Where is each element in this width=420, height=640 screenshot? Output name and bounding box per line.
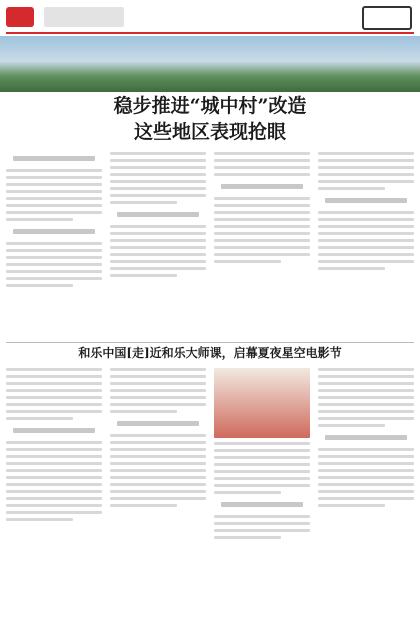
header-photo (0, 36, 420, 92)
section-divider (6, 342, 414, 343)
article-1-headline-line-1: 稳步推进“城中村”改造 (113, 95, 307, 117)
article-2-photo (214, 368, 310, 438)
article-2-column (318, 368, 414, 634)
section-badge (6, 7, 34, 27)
article-1-body (6, 152, 414, 338)
masthead (0, 0, 420, 34)
article-1-headline-line-2: 这些地区表现抢眼 (133, 121, 286, 143)
article-2-body (6, 368, 414, 634)
masthead-rule (6, 32, 414, 34)
article-1-column (214, 152, 310, 338)
article-1-column (6, 152, 102, 338)
article-1-column (318, 152, 414, 338)
paper-logo (362, 6, 412, 30)
article-1-column (110, 152, 206, 338)
article-2-column (6, 368, 102, 634)
article-2-column (110, 368, 206, 634)
article-2-headline: 和乐中国[走]近和乐大师课，启幕夏夜星空电影节 (78, 346, 342, 360)
section-title-block (44, 7, 124, 27)
article-2-column (214, 368, 310, 634)
